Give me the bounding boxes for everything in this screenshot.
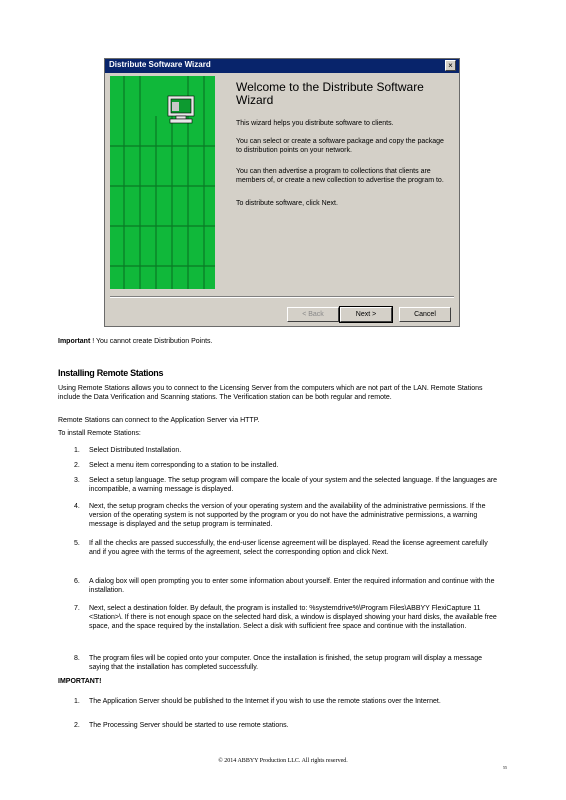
important-item-text: The Processing Server should be started to use remote stations. [89,722,289,729]
step-text: A dialog box will open prompting you to enter some information about yourself. Enter the required information and continue with the installation. [89,578,495,595]
important-note-label: Important [58,338,91,345]
important-item-number: 1. [74,698,80,705]
step-text: Next, the setup program checks the version of your operating system and the availability of the administrative permissions. If the version of the operating system is not supported by the program or you do not have the administrative permissions, a warning message is displayed and the setup program is terminated. [89,503,486,529]
wizard-graphic [110,76,215,289]
wizard-heading: Welcome to the Distribute Software Wizard [236,80,424,107]
important-note-text: ! You cannot create Distribution Points. [92,338,213,345]
step-number: 1. [74,447,80,454]
wizard-title-bar [105,59,459,73]
step-text: Next, select a destination folder. By default, the program is installed to: %systemdrive%\Program Files\ABBYY FlexiCapture 11 <Station>\. If there is not enough space on the selected hard disk, a window is displayed showing your hard disks, the available free space, and the space required by the installation. Select a disk with sufficient free space and continue with the installation. [89,605,497,631]
step-number: 3. [74,477,80,484]
page-number: 55 [503,765,507,770]
cancel-button[interactable]: Cancel [399,307,451,322]
step-text: The program files will be copied onto your computer. Once the installation is finished, the setup program will display a message saying that the installation has completed successfully. [89,655,482,672]
important-heading: IMPORTANT! [58,678,102,685]
important-item-text: The Application Server should be published to the Internet if you wish to use the remote stations over the Internet. [89,698,441,705]
intro-paragraph: Remote Stations can connect to the Application Server via HTTP. [58,417,260,424]
important-item-number: 2. [74,722,80,729]
important-note [58,338,212,346]
step-number: 8. [74,655,80,662]
step-number: 2. [74,462,80,469]
step-text: If all the checks are passed successfully, the end-user license agreement will be displayed. Read the license agreement carefully and if you agree with the terms of the agreement, select the corresponding option and click Next. [89,540,488,557]
step-number: 7. [74,605,80,612]
wizard-paragraph: You can then advertise a program to collections that clients are members of, or create a new collection to advertise the program to. [236,168,444,184]
section-heading: Installing Remote Stations [58,368,164,378]
back-button[interactable]: < Back [287,307,339,322]
wizard-banner-icon [110,76,215,289]
next-button[interactable]: Next > [340,307,392,322]
step-number: 4. [74,503,80,510]
step-text: Select a setup language. The setup program will compare the locale of your system and the selected language. If the languages are incompatible, a warning message is displayed. [89,477,498,494]
intro-paragraph: To install Remote Stations: [58,430,141,437]
intro-paragraph: Using Remote Stations allows you to connect to the Licensing Server from the computers which are not part of the LAN. Remote Stations include the Data Verification and Scanning stations. The Verification station can be both regular and remote. [58,385,483,401]
step-text: Select Distributed Installation. [89,447,182,454]
distribute-software-wizard-window [104,58,460,327]
wizard-paragraph: You can select or create a software package and copy the package to distribution points on your network. [236,138,444,154]
footer-copyright: © 2014 ABBYY Production LLC. All rights reserved. [218,758,348,764]
step-text: Select a menu item corresponding to a station to be installed. [89,462,279,469]
wizard-title: Distribute Software Wizard [109,60,211,69]
wizard-separator [110,296,454,298]
wizard-paragraph: This wizard helps you distribute software to clients. [236,120,394,127]
close-icon[interactable]: × [445,60,456,71]
step-number: 6. [74,578,80,585]
wizard-paragraph: To distribute software, click Next. [236,200,338,207]
step-number: 5. [74,540,80,547]
